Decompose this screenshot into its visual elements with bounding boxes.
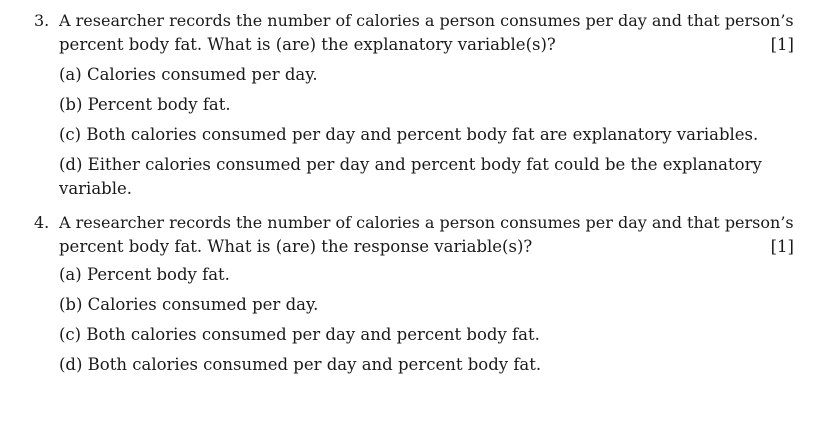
question-text: percent body fat. What is (are) the explanatory variable(s)? xyxy=(59,35,556,54)
option-d xyxy=(34,153,794,201)
question-number: 3. xyxy=(34,11,50,30)
question-text: percent body fat. What is (are) the response variable(s)? xyxy=(59,237,533,256)
question-stem-line-2 xyxy=(34,33,794,57)
option-text: (a) Calories consumed per day. xyxy=(59,65,318,84)
option-text-continuation: variable. xyxy=(59,179,133,198)
option-c xyxy=(34,123,794,147)
option-text: (b) Percent body fat. xyxy=(59,95,231,114)
question-text: A researcher records the number of calories a person consumes per day and that person’s xyxy=(59,213,794,232)
question-text: A researcher records the number of calories a person consumes per day and that person’s xyxy=(59,11,794,30)
option-text: (c) Both calories consumed per day and percent body fat. xyxy=(59,325,540,344)
option-text: (d) Either calories consumed per day and percent body fat could be the explanatory xyxy=(59,155,762,174)
option-b xyxy=(34,293,794,317)
question-number: 4. xyxy=(34,213,50,232)
option-c xyxy=(34,323,794,347)
question-3 xyxy=(34,9,794,201)
question-4 xyxy=(34,211,794,377)
option-text: (d) Both calories consumed per day and percent body fat. xyxy=(59,355,542,374)
option-b xyxy=(34,93,794,117)
question-stem-line-2 xyxy=(34,235,794,259)
option-text: (a) Percent body fat. xyxy=(59,265,230,284)
question-stem-line-1 xyxy=(34,211,794,235)
option-text: (b) Calories consumed per day. xyxy=(59,295,319,314)
option-d xyxy=(34,353,794,377)
marks-label: [1] xyxy=(770,35,794,54)
question-stem-line-1 xyxy=(34,9,794,33)
option-a xyxy=(34,63,794,87)
option-text: (c) Both calories consumed per day and percent body fat are explanatory variables. xyxy=(59,125,759,144)
option-a xyxy=(34,263,794,287)
marks-label: [1] xyxy=(770,237,794,256)
